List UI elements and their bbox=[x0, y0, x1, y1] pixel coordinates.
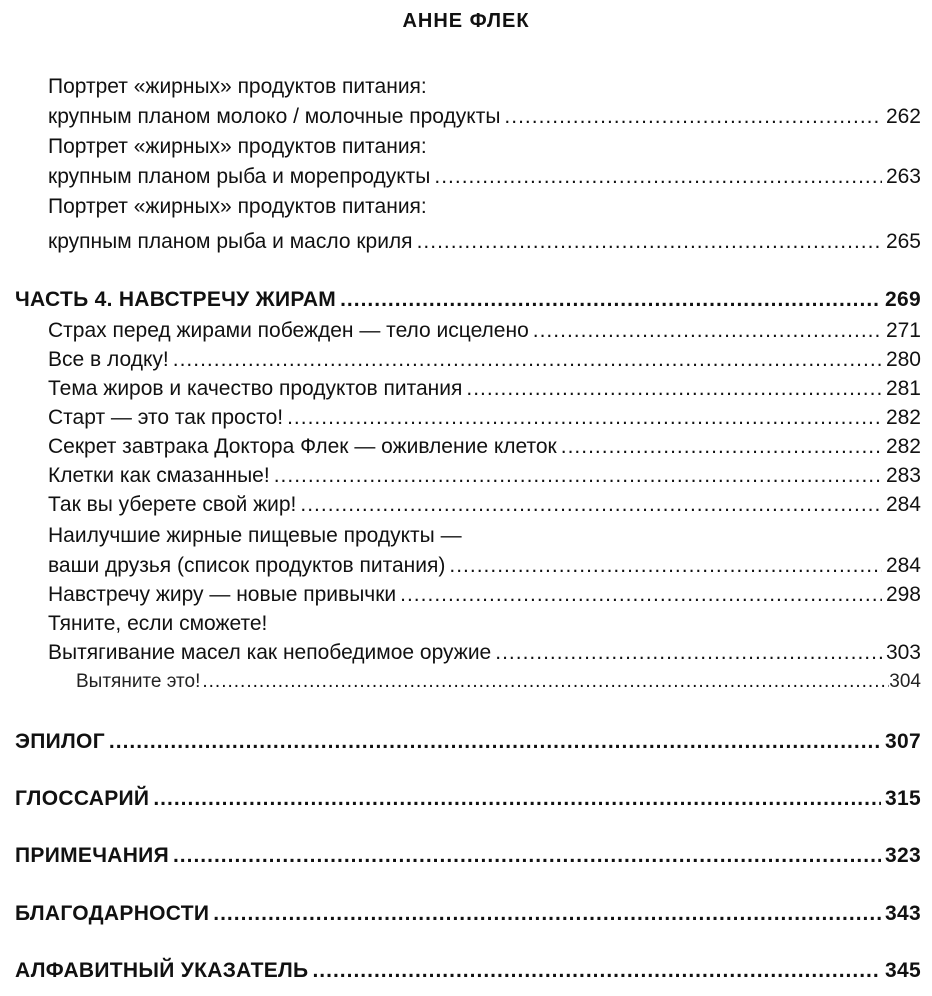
toc-subentry bbox=[76, 667, 921, 697]
toc-entry bbox=[48, 551, 921, 581]
dot-leader bbox=[300, 490, 882, 520]
toc-part-heading bbox=[15, 956, 921, 986]
toc-entry-page: 282 bbox=[885, 406, 921, 429]
toc-entry bbox=[48, 580, 921, 610]
toc-part-heading bbox=[15, 841, 921, 871]
dot-leader bbox=[287, 403, 882, 433]
toc-part-heading bbox=[15, 727, 921, 757]
dot-leader bbox=[561, 432, 882, 462]
toc-entry bbox=[48, 192, 921, 222]
toc-entry-page: 265 bbox=[885, 230, 921, 253]
toc-entry-title: Все в лодку! bbox=[48, 348, 169, 371]
toc-entry-page: 304 bbox=[889, 671, 921, 692]
toc-entry-title: Вытяните это! bbox=[76, 671, 201, 692]
toc-entry-title: ПРИМЕЧАНИЯ bbox=[15, 844, 169, 867]
dot-leader bbox=[173, 345, 882, 375]
toc-entry bbox=[48, 227, 921, 257]
toc-entry-title: Наилучшие жирные пищевые продукты — bbox=[48, 524, 462, 547]
dot-leader bbox=[466, 374, 882, 404]
toc-entry-page: 303 bbox=[885, 641, 921, 664]
dot-leader bbox=[533, 316, 882, 346]
toc-entry-title: Тяните, если сможете! bbox=[48, 612, 268, 635]
toc-part-heading bbox=[15, 899, 921, 929]
toc-entry-title: Клетки как смазанные! bbox=[48, 464, 270, 487]
dot-leader bbox=[495, 638, 882, 668]
dot-leader bbox=[153, 784, 881, 814]
toc-entry-title: Вытягивание масел как непобедимое оружие bbox=[48, 641, 492, 664]
toc-entry-title: Старт — это так просто! bbox=[48, 406, 284, 429]
toc-entry-title: Секрет завтрака Доктора Флек — оживление клеток bbox=[48, 435, 557, 458]
toc-entry bbox=[48, 345, 921, 375]
toc-entry bbox=[48, 638, 921, 668]
dot-leader bbox=[504, 102, 882, 132]
toc-entry bbox=[48, 102, 921, 132]
toc-entry-title: Портрет «жирных» продуктов питания: bbox=[48, 135, 427, 158]
toc-entry-page: 280 bbox=[885, 348, 921, 371]
toc-entry-title: ЭПИЛОГ bbox=[15, 730, 105, 753]
toc-entry-page: 315 bbox=[885, 787, 921, 810]
dot-leader bbox=[449, 551, 882, 581]
toc-entry-page: 323 bbox=[885, 844, 921, 867]
toc-entry bbox=[48, 461, 921, 491]
toc-entry-page: 262 bbox=[885, 105, 921, 128]
running-head-author: АННЕ ФЛЕК bbox=[402, 10, 530, 32]
dot-leader bbox=[312, 956, 881, 986]
toc-entry-title: Портрет «жирных» продуктов питания: bbox=[48, 75, 427, 98]
dot-leader bbox=[173, 841, 881, 871]
dot-leader bbox=[274, 461, 882, 491]
toc-entry-page: 281 bbox=[885, 377, 921, 400]
dot-leader bbox=[417, 227, 882, 257]
toc-entry-title: Так вы уберете свой жир! bbox=[48, 493, 297, 516]
dot-leader bbox=[340, 285, 881, 315]
toc-entry-page: 298 bbox=[885, 583, 921, 606]
dot-leader bbox=[202, 667, 889, 697]
toc-entry-page: 307 bbox=[885, 730, 921, 753]
toc-entry-page: 284 bbox=[885, 554, 921, 577]
toc-entry-title: ГЛОССАРИЙ bbox=[15, 787, 150, 810]
toc-entry-title: Навстречу жиру — новые привычки bbox=[48, 583, 397, 606]
toc-entry-page: 269 bbox=[885, 288, 921, 311]
toc-entry-page: 284 bbox=[885, 493, 921, 516]
dot-leader bbox=[213, 899, 881, 929]
toc-entry-page: 282 bbox=[885, 435, 921, 458]
toc-entry-title: ваши друзья (список продуктов питания) bbox=[48, 554, 446, 577]
toc-entry-title: БЛАГОДАРНОСТИ bbox=[15, 902, 210, 925]
toc-entry bbox=[48, 609, 921, 639]
toc-entry-title: Тема жиров и качество продуктов питания bbox=[48, 377, 463, 400]
toc-entry-title: АЛФАВИТНЫЙ УКАЗАТЕЛЬ bbox=[15, 959, 309, 982]
toc-entry bbox=[48, 72, 921, 102]
dot-leader bbox=[434, 162, 882, 192]
toc-entry-title: ЧАСТЬ 4. НАВСТРЕЧУ ЖИРАМ bbox=[15, 288, 337, 311]
toc-entry bbox=[48, 403, 921, 433]
toc-entry-page: 283 bbox=[885, 464, 921, 487]
toc-entry bbox=[48, 374, 921, 404]
dot-leader bbox=[109, 727, 881, 757]
toc-entry bbox=[48, 490, 921, 520]
toc-entry-page: 343 bbox=[885, 902, 921, 925]
toc-entry bbox=[48, 132, 921, 162]
toc-part-heading bbox=[15, 784, 921, 814]
dot-leader bbox=[400, 580, 882, 610]
toc-entry-title: Портрет «жирных» продуктов питания: bbox=[48, 195, 427, 218]
toc-entry-title: крупным планом рыба и масло криля bbox=[48, 230, 413, 253]
toc-entry-page: 271 bbox=[885, 319, 921, 342]
toc-entry-title: крупным планом рыба и морепродукты bbox=[48, 165, 431, 188]
toc-entry-page: 263 bbox=[885, 165, 921, 188]
toc-part-heading bbox=[15, 285, 921, 315]
toc-entry bbox=[48, 316, 921, 346]
toc-entry-page: 345 bbox=[885, 959, 921, 982]
toc-entry bbox=[48, 432, 921, 462]
toc-entry bbox=[48, 162, 921, 192]
toc-entry bbox=[48, 521, 921, 551]
toc-entry-title: Страх перед жирами побежден — тело исцелено bbox=[48, 319, 529, 342]
toc-entry-title: крупным планом молоко / молочные продукты bbox=[48, 105, 501, 128]
